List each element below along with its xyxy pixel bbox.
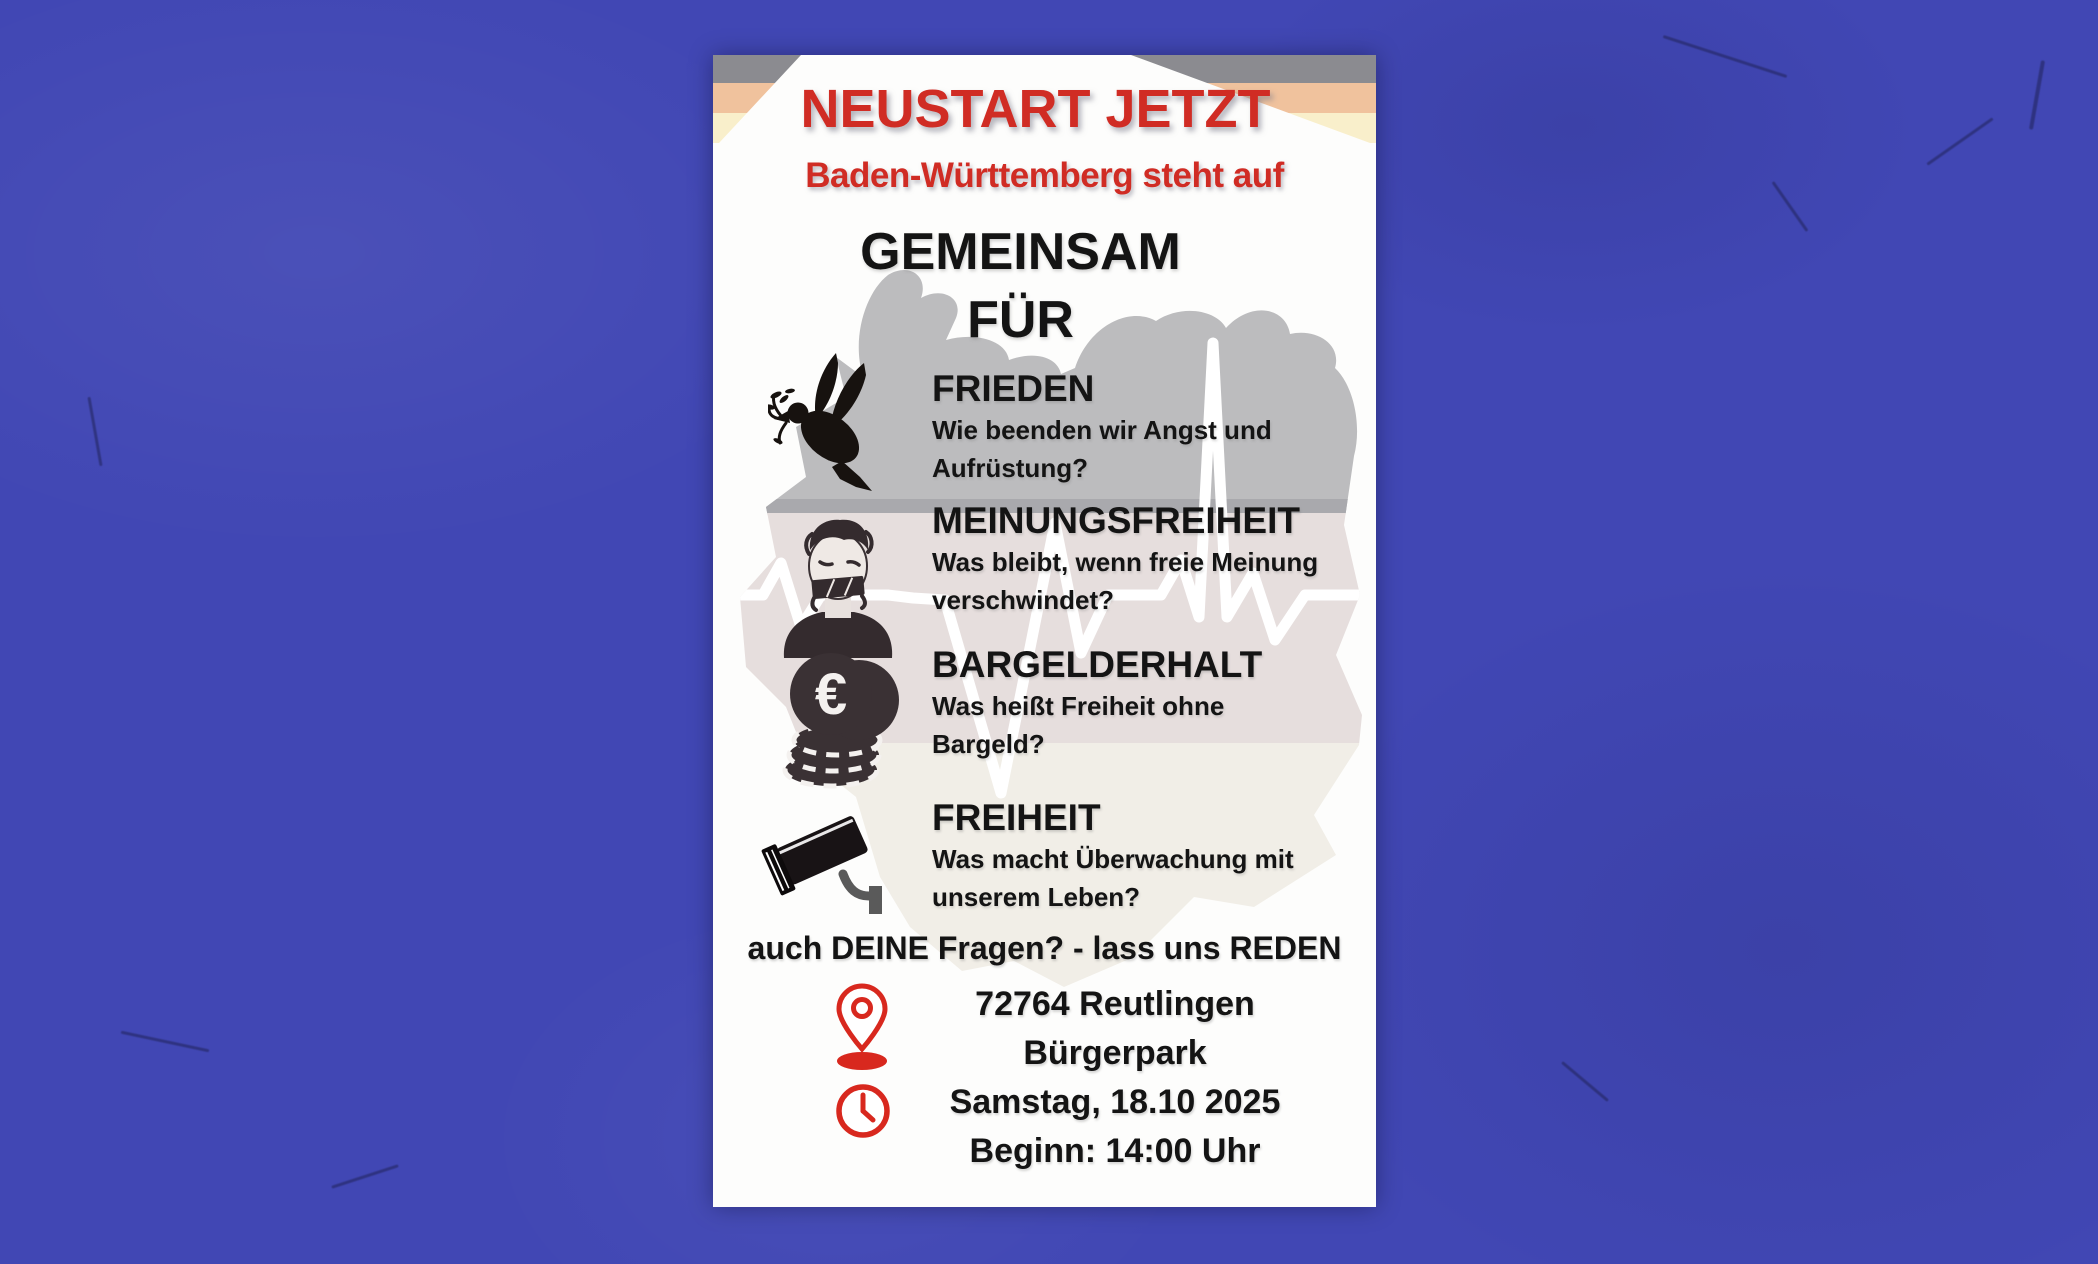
paper-texture-mark xyxy=(1926,117,1993,165)
heading-line-2: FÜR xyxy=(967,291,1074,349)
flyer-subtitle: Baden-Württemberg steht auf xyxy=(805,156,1284,195)
section-question-line: Aufrüstung? xyxy=(932,453,1088,483)
peace-dove-icon xyxy=(768,349,888,497)
section-title: FRIEDEN xyxy=(932,368,1095,409)
section-question-line: Was macht Überwachung mit xyxy=(932,844,1294,874)
paper-texture-mark xyxy=(87,397,102,466)
flyer-title: NEUSTART JETZT xyxy=(800,79,1271,139)
euro-coins-icon xyxy=(775,648,907,790)
flyer-heading xyxy=(713,218,1352,354)
event-date: Samstag, 18.10 2025 xyxy=(949,1083,1281,1121)
call-to-action: auch DEINE Fragen? - lass uns REDEN xyxy=(747,930,1342,966)
euro-symbol: € xyxy=(814,662,848,727)
paper-texture-mark xyxy=(331,1164,399,1188)
location-pin-icon xyxy=(833,983,891,1071)
topic-section-frieden xyxy=(932,367,1372,487)
section-title: FREIHEIT xyxy=(932,797,1101,838)
clock-icon xyxy=(835,1083,891,1139)
section-question-line: Was heißt Freiheit ohne xyxy=(932,691,1225,721)
paper-texture-mark xyxy=(1772,181,1809,232)
heading-line-1: GEMEINSAM xyxy=(860,223,1181,281)
section-question-line: verschwindet? xyxy=(932,585,1115,615)
gagged-man-icon xyxy=(768,510,908,660)
event-details xyxy=(895,980,1335,1176)
surveillance-camera-icon xyxy=(757,798,909,916)
section-question-line: Wie beenden wir Angst und xyxy=(932,415,1272,445)
section-question-line: unserem Leben? xyxy=(932,882,1141,912)
paper-texture-mark xyxy=(2029,60,2045,130)
event-location-line: 72764 Reutlingen xyxy=(975,985,1255,1023)
flyer xyxy=(713,55,1376,1207)
section-title: MEINUNGSFREIHEIT xyxy=(932,500,1300,541)
section-title: BARGELDERHALT xyxy=(932,644,1263,685)
paper-texture-mark xyxy=(1561,1061,1609,1102)
topic-section-bargelderhalt xyxy=(932,643,1372,763)
paper-texture-mark xyxy=(1663,35,1788,78)
section-question-line: Bargeld? xyxy=(932,729,1045,759)
topic-section-meinungsfreiheit xyxy=(932,499,1372,619)
event-location-line: Bürgerpark xyxy=(1023,1034,1207,1072)
topic-section-freiheit xyxy=(932,796,1372,916)
event-time: Beginn: 14:00 Uhr xyxy=(969,1132,1261,1170)
paper-texture-mark xyxy=(121,1031,210,1053)
section-question-line: Was bleibt, wenn freie Meinung xyxy=(932,547,1319,577)
